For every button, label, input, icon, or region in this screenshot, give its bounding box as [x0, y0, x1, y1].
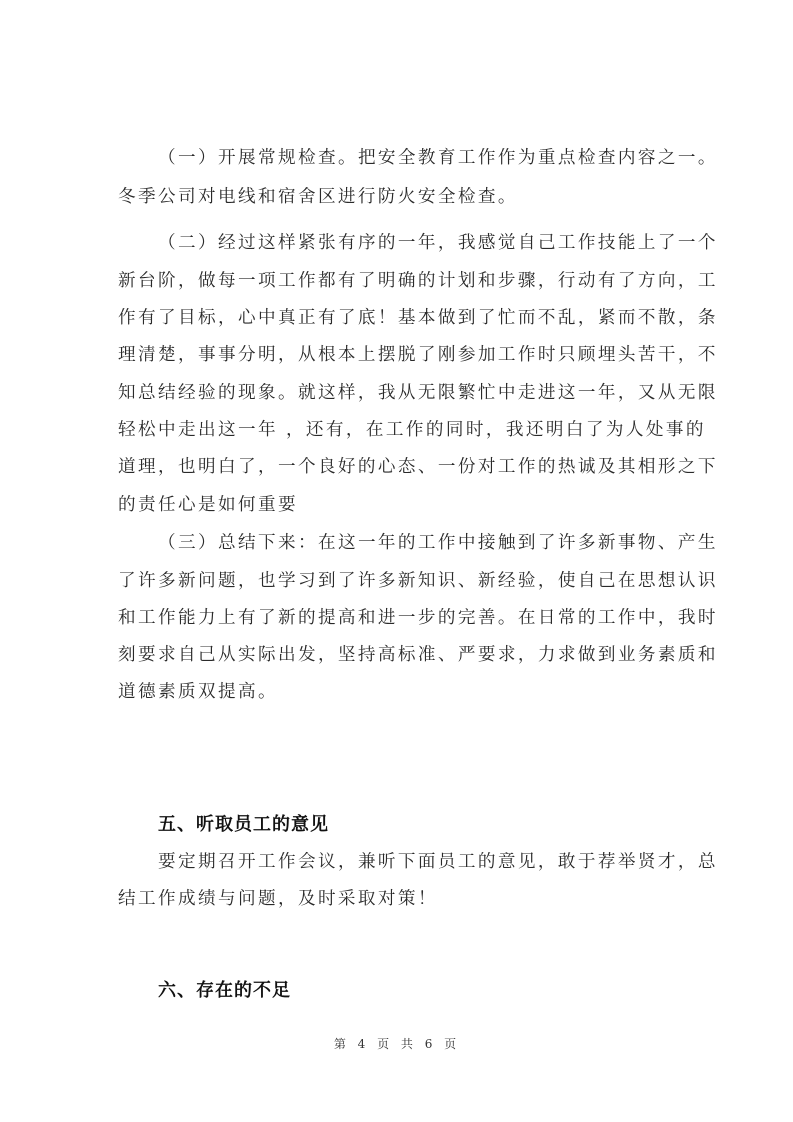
paragraph-2-line-1: （二）经过这样紧张有序的一年，我感觉自己工作技能上了一个	[158, 233, 718, 253]
paragraph-2-line-5: 知总结经验的现象。就这样，我从无限繁忙中走进这一年，又从无限	[118, 383, 718, 403]
paragraph-1-line-1: （一）开展常规检查。把安全教育工作作为重点检查内容之一。	[158, 148, 718, 168]
paragraph-2-line-6: 轻松中走出这一年 ，还有，在工作的同时，我还明白了为人处事的	[118, 420, 706, 440]
paragraph-3-line-5: 道德素质双提高。	[118, 682, 278, 702]
paragraph-2-line-2: 新台阶，做每一项工作都有了明确的计划和步骤，行动有了方向，工	[118, 271, 718, 291]
paragraph-2-line-7: 道理，也明白了，一个良好的心态、一份对工作的热诚及其相形之下	[118, 457, 718, 477]
paragraph-1-line-2: 冬季公司对电线和宿舍区进行防火安全检查。	[118, 187, 518, 207]
section-5-line-2: 结工作成绩与问题，及时采取对策！	[118, 889, 438, 909]
paragraph-2-line-3: 作有了目标，心中真正有了底！基本做到了忙而不乱，紧而不散，条	[118, 308, 718, 328]
section-5-line-1: 要定期召开工作会议，兼听下面员工的意见，敢于荐举贤才，总	[158, 852, 718, 872]
page-number-footer: 第 4 页 共 6 页	[333, 1037, 460, 1051]
paragraph-3-line-1: （三）总结下来：在这一年的工作中接触到了许多新事物、产生	[158, 533, 718, 553]
section-5-heading: 五、听取员工的意见	[158, 814, 329, 835]
paragraph-2-line-8: 的责任心是如何重要	[118, 495, 298, 515]
paragraph-3-line-4: 刻要求自己从实际出发，坚持高标准、严要求，力求做到业务素质和	[118, 645, 718, 665]
paragraph-3-line-3: 和工作能力上有了新的提高和进一步的完善。在日常的工作中，我时	[118, 608, 718, 628]
section-6-heading: 六、存在的不足	[158, 980, 291, 1001]
paragraph-3-line-2: 了许多新问题，也学习到了许多新知识、新经验，使自己在思想认识	[118, 571, 718, 591]
paragraph-2-line-4: 理清楚，事事分明，从根本上摆脱了刚参加工作时只顾埋头苦干，不	[118, 345, 718, 365]
